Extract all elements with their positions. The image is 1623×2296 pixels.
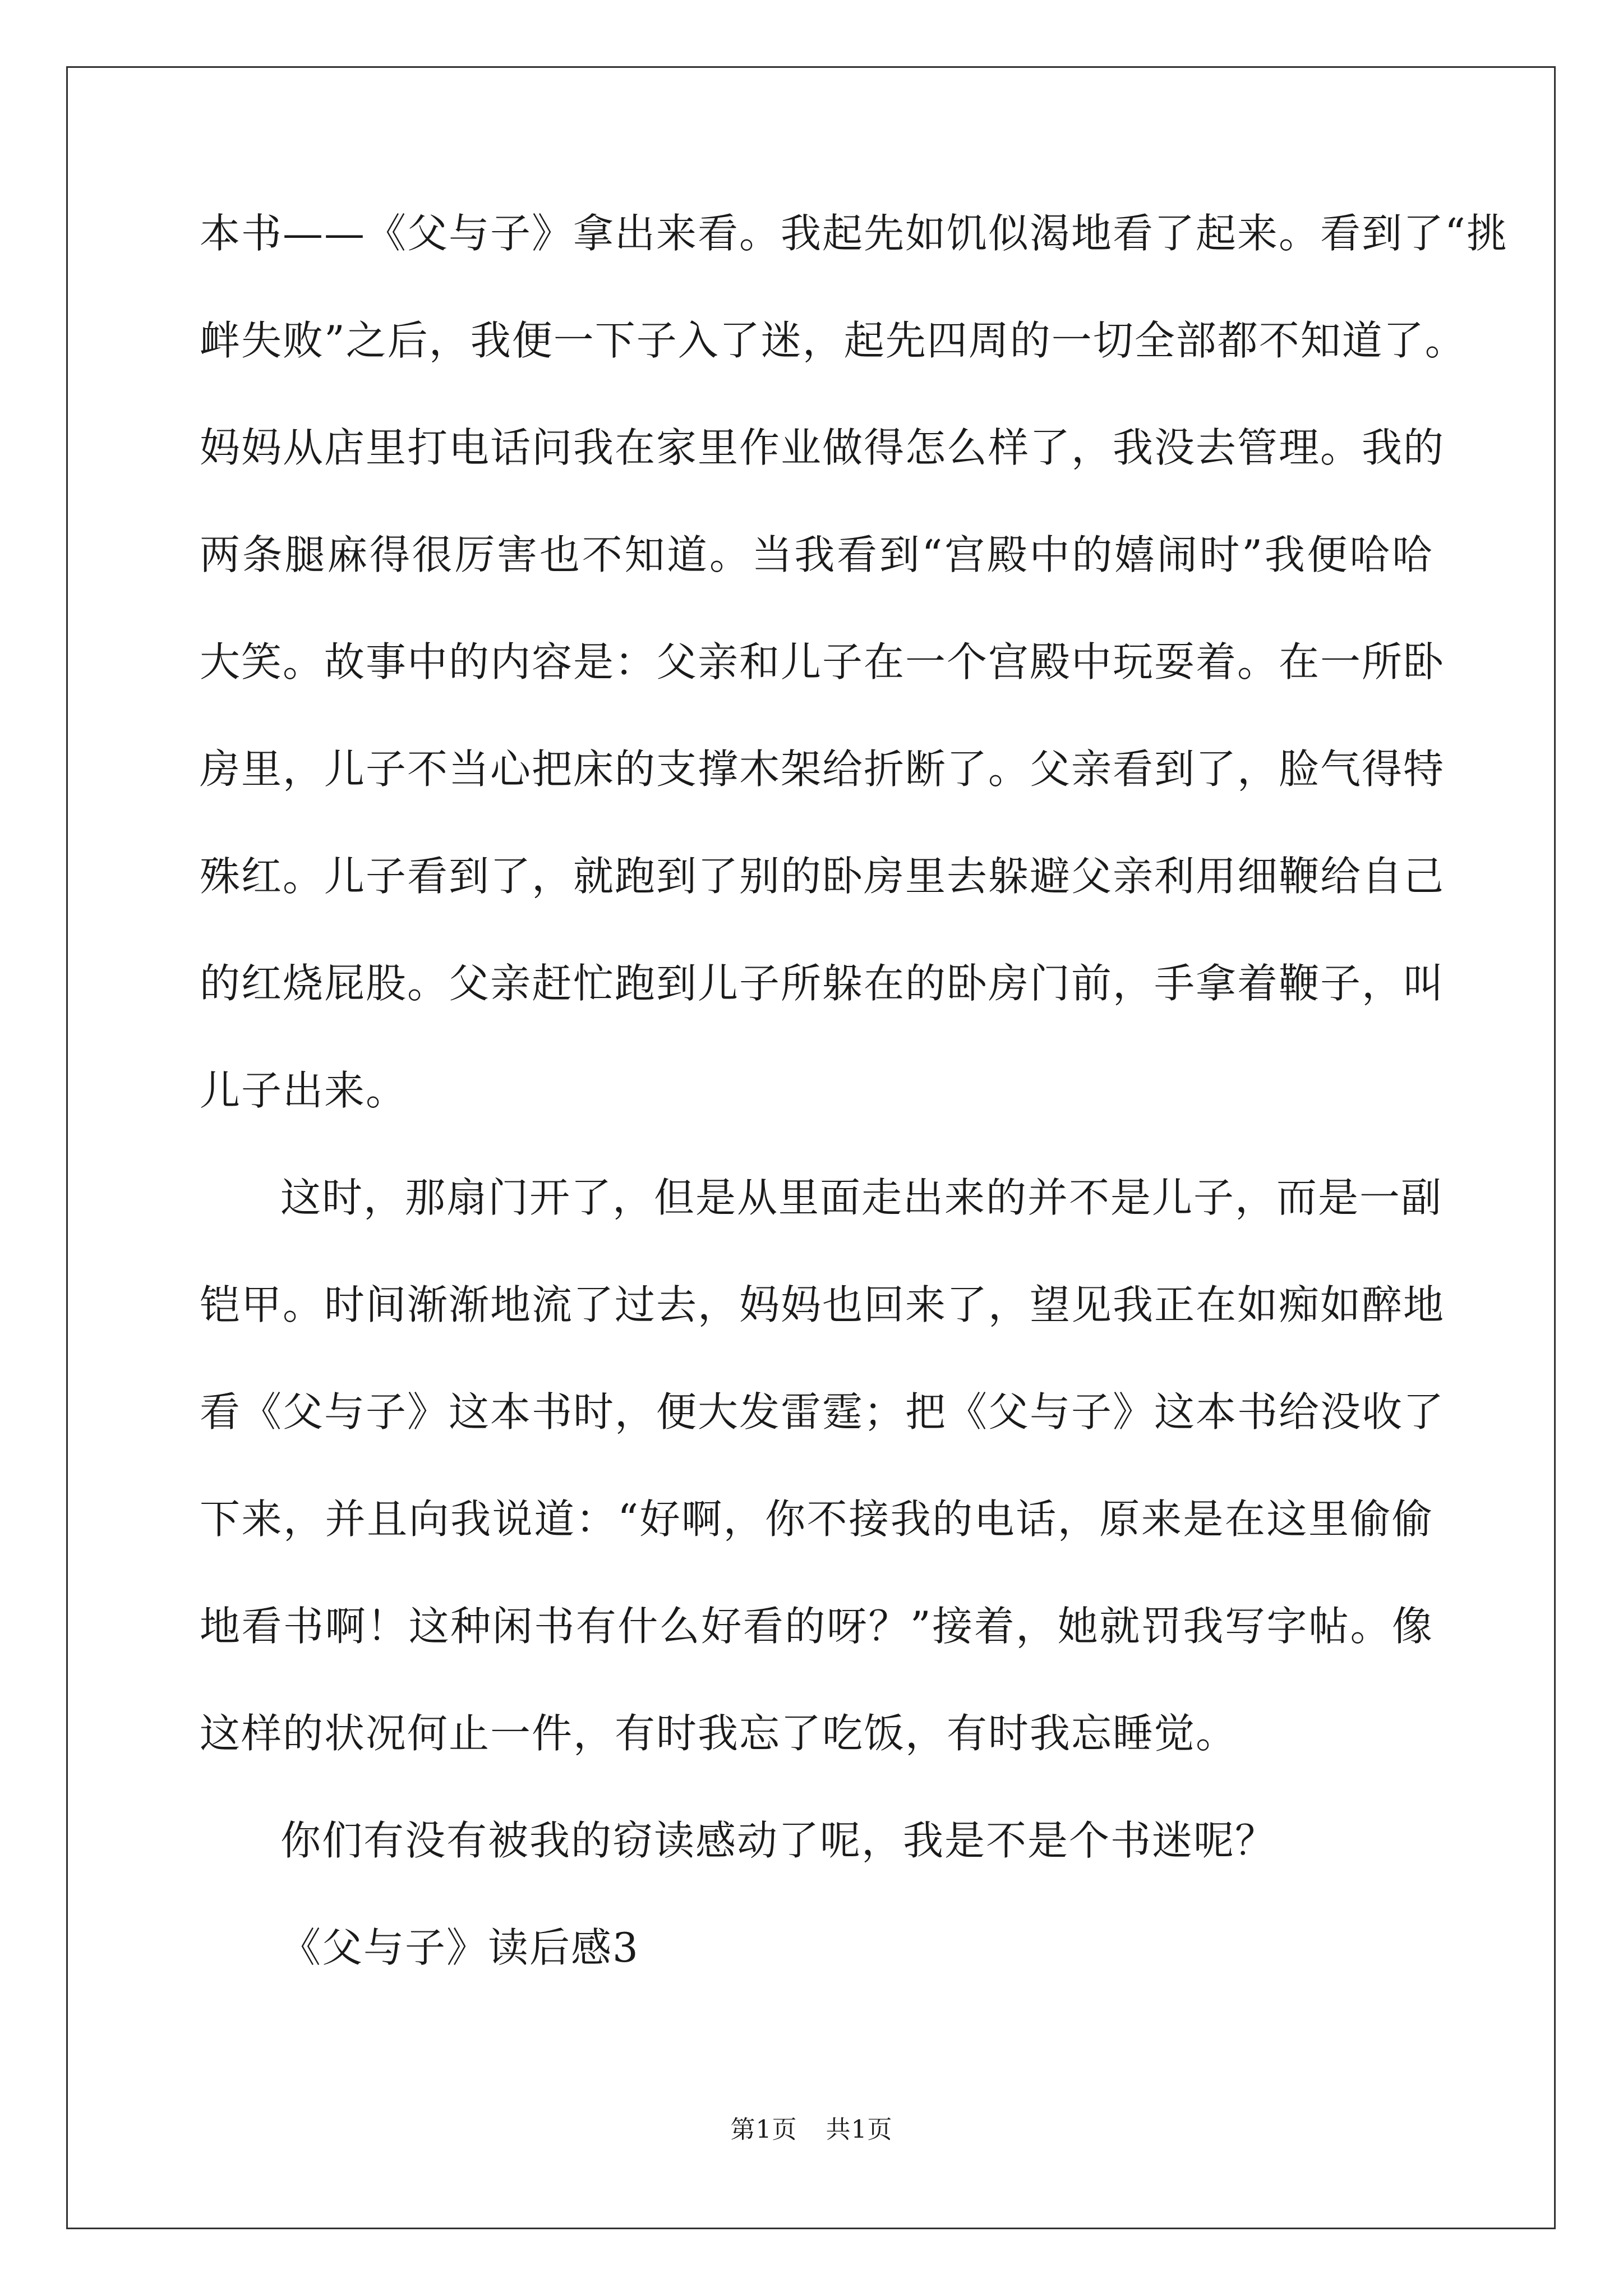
text-line-4: 两条腿麻得很厉害也不知道。当我看到“宫殿中的嬉闹时”我便哈哈 — [200, 531, 1433, 578]
text-line-1: 本书——《父与子》拿出来看。我起先如饥似渴地看了起来。看到了“挑 — [200, 210, 1508, 257]
page-total: 共1页 — [826, 2115, 893, 2144]
text-line-16: 你们有没有被我的窃读感动了呢，我是不是个书迷呢？ — [280, 1817, 1277, 1864]
text-line-8: 的红烧屁股。父亲赶忙跑到儿子所躲在的卧房门前，手拿着鞭子，叫 — [200, 960, 1445, 1007]
document-body — [200, 210, 1508, 2035]
text-line-9: 儿子出来。 — [200, 1067, 408, 1114]
text-line-6: 房里，儿子不当心把床的支撑木架给折断了。父亲看到了，脸气得特 — [200, 746, 1445, 793]
text-line-5: 大笑。故事中的内容是：父亲和儿子在一个宫殿中玩耍着。在一所卧 — [200, 638, 1445, 685]
text-line-11: 铠甲。时间渐渐地流了过去，妈妈也回来了，望见我正在如痴如醉地 — [200, 1281, 1445, 1328]
text-line-2: 衅失败”之后，我便一下子入了迷，起先四周的一切全部都不知道了。 — [200, 317, 1467, 364]
page-footer — [0, 2109, 1623, 2145]
page-number: 第1页 — [730, 2115, 797, 2144]
text-line-7: 殊红。儿子看到了，就跑到了别的卧房里去躲避父亲利用细鞭给自己 — [200, 853, 1445, 900]
text-line-15: 这样的状况何止一件，有时我忘了吃饭，有时我忘睡觉。 — [200, 1710, 1238, 1757]
text-line-13: 下来，并且向我说道：“好啊，你不接我的电话，原来是在这里偷偷 — [200, 1496, 1433, 1543]
text-line-3: 妈妈从店里打电话问我在家里作业做得怎么样了，我没去管理。我的 — [200, 424, 1445, 471]
text-line-12: 看《父与子》这本书时，便大发雷霆；把《父与子》这本书给没收了 — [200, 1388, 1445, 1435]
section-heading: 《父与子》读后感3 — [280, 1924, 639, 1971]
text-line-10: 这时，那扇门开了，但是从里面走出来的并不是儿子，而是一副 — [280, 1174, 1443, 1221]
text-line-14: 地看书啊！这种闲书有什么好看的呀？”接着，她就罚我写字帖。像 — [200, 1603, 1433, 1650]
